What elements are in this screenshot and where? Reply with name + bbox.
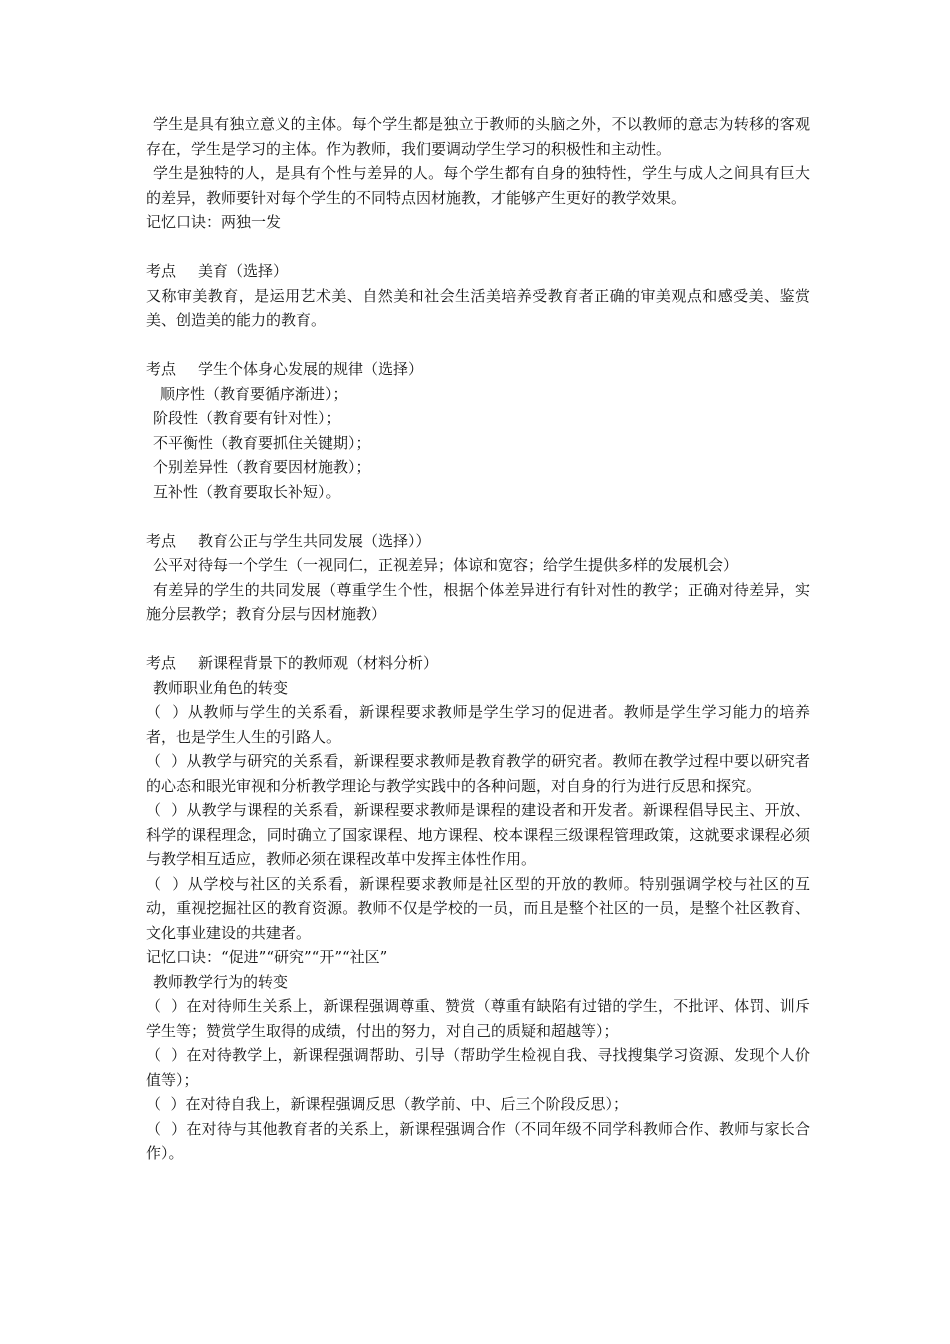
list-item: 有差异的学生的共同发展（尊重学生个性，根据个体差异进行有针对性的教学；正确对待差异，实施分层教学；教育分层与因材施教） bbox=[146, 580, 810, 623]
spacer bbox=[146, 504, 810, 529]
list-item: 互补性（教育要取长补短）。 bbox=[153, 482, 341, 501]
list-item: （ ）从学校与社区的关系看，新课程要求教师是社区型的开放的教师。特别强调学校与社区的互动，重视挖掘社区的教育资源。教师不仅是学校的一员，而且是整个社区的一员，是整个社区教育、文化事业建设的共建者。 bbox=[146, 874, 810, 942]
list-item: （ ）从教学与研究的关系看，新课程要求教师是教育教学的研究者。教师在教学过程中要以研究者的心态和眼光审视和分析教学理论与教学实践中的各种问题，对自身的行为进行反思和探究。 bbox=[146, 752, 810, 795]
section-title: 美育（选择） bbox=[198, 262, 289, 280]
list-item: （ ）从教师与学生的关系看，新课程要求教师是学生学习的促进者。教师是学生学习能力的培养者，也是学生人生的引路人。 bbox=[146, 703, 810, 746]
subsection-title-role-change: 教师职业角色的转变 bbox=[153, 678, 289, 697]
list-item: （ ）从教学与课程的关系看，新课程要求教师是课程的建设者和开发者。新课程倡导民主、开放、科学的课程理念，同时确立了国家课程、地方课程、校本课程三级课程管理政策，这就要求课程必须与教学相互适应，教师必须在课程改革中发挥主体性作用。 bbox=[146, 801, 810, 868]
section-heading-development-laws bbox=[146, 357, 810, 382]
intro-paragraph-1: 学生是具有独立意义的主体。每个学生都是独立于教师的头脑之外，不以教师的意志为转移的客观存在，学生是学习的主体。作为教师，我们要调动学生学习的积极性和主动性。 bbox=[146, 115, 810, 158]
subsection-title-behavior-change: 教师教学行为的转变 bbox=[153, 972, 289, 991]
intro-paragraph-2: 学生是独特的人，是具有个性与差异的人。每个学生都有自身的独特性，学生与成人之间具有巨大的差异，教师要针对每个学生的不同特点因材施教，才能够产生更好的教学效果。 bbox=[146, 164, 810, 207]
list-item: （ ）在对待自我上，新课程强调反思（教学前、中、后三个阶段反思）； bbox=[146, 1095, 629, 1113]
section-title: 新课程背景下的教师观（材料分析） bbox=[198, 654, 439, 672]
section-title: 学生个体身心发展的规律（选择） bbox=[198, 360, 424, 378]
spacer bbox=[146, 333, 810, 358]
list-item: 不平衡性（教育要抓住关键期）； bbox=[153, 433, 371, 452]
section-heading-aesthetic-education bbox=[146, 259, 810, 284]
section-heading-teacher-view bbox=[146, 651, 810, 676]
subsection-mnemonic: 记忆口诀：“促进”“研究”“开”“社区” bbox=[146, 948, 388, 966]
list-item: （ ）在对待教学上，新课程强调帮助、引导（帮助学生检视自我、寻找搜集学习资源、发现个人价值等）； bbox=[146, 1046, 810, 1089]
section-heading-education-fairness bbox=[146, 529, 810, 554]
document-page bbox=[146, 112, 810, 1166]
section-title: 教育公正与学生共同发展（选择）） bbox=[198, 531, 431, 550]
spacer bbox=[146, 235, 810, 260]
section-paragraph: 又称审美教育，是运用艺术美、自然美和社会生活美培养受教育者正确的审美观点和感受美、鉴赏美、创造美的能力的教育。 bbox=[146, 286, 810, 329]
intro-mnemonic: 记忆口诀：两独一发 bbox=[146, 213, 282, 231]
list-item: 个别差异性（教育要因材施教）； bbox=[153, 458, 371, 476]
list-item: （ ）在对待与其他教育者的关系上，新课程强调合作（不同年级不同学科教师合作、教师与家长合作）。 bbox=[146, 1119, 810, 1162]
list-item: 顺序性（教育要循序渐进）； bbox=[160, 384, 348, 403]
list-item: 阶段性（教育要有针对性）； bbox=[153, 409, 341, 427]
section-tag: 考点 bbox=[146, 531, 177, 550]
list-item: （ ）在对待师生关系上，新课程强调尊重、赞赏（尊重有缺陷有过错的学生，不批评、体罚、训斥学生等；赞赏学生取得的成绩，付出的努力，对自己的质疑和超越等）； bbox=[146, 997, 810, 1040]
section-tag: 考点 bbox=[146, 654, 177, 672]
list-item: 公平对待每一个学生（一视同仁，正视差异；体谅和宽容；给学生提供多样的发展机会） bbox=[153, 556, 739, 574]
spacer bbox=[146, 627, 810, 652]
section-tag: 考点 bbox=[146, 262, 177, 280]
section-tag: 考点 bbox=[146, 360, 177, 378]
